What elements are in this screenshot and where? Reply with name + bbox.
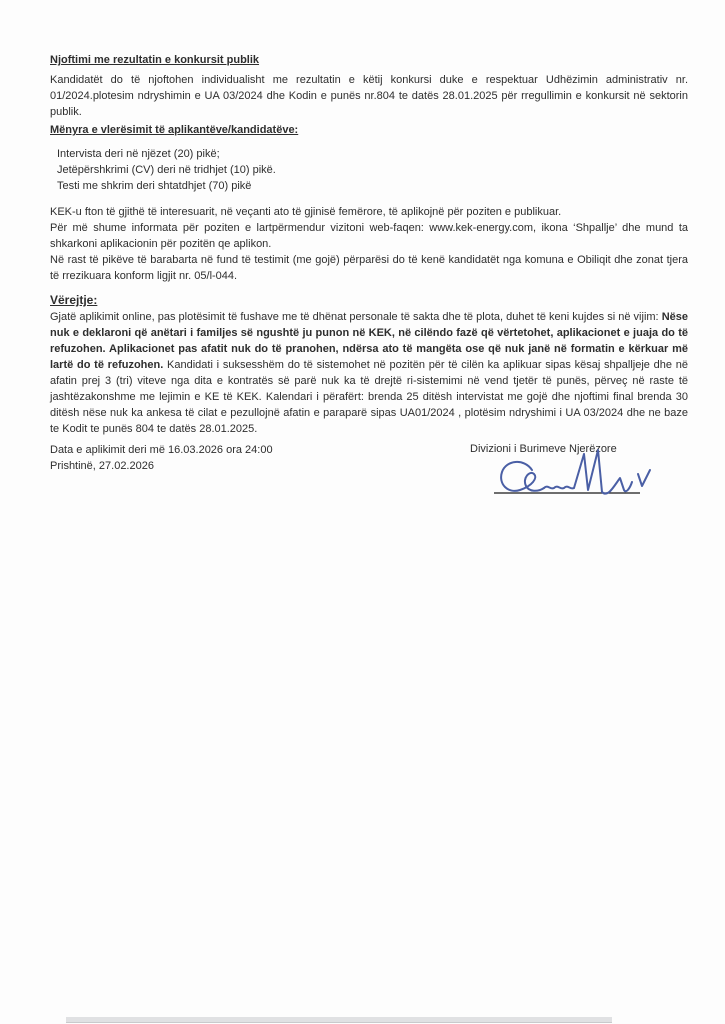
remark-intro: Gjatë aplikimit online, pas plotësimit të fushave me të dhënat personale të sakta dhe të plota, duhet të keni kujdes si në vijim: (50, 311, 662, 323)
notice-paragraph: Kandidatët do të njoftohen individualisht me rezultatin e këtij konkursi duke e respektuar Udhëzimin administrativ nr. 01/2024.plotesim ndryshimin e UA 03/2024 dhe Kodin e punës nr.804 te datës 28.01.2025 për rregullimin e konkursit në sektorin publik. (50, 74, 688, 118)
remark-rest: Kandidati i suksesshëm do të sistemohet në pozitën për të cilën ka aplikuar sipas kësaj shpalljeje dhe në afatin prej 3 (tri) viteve nga dita e kontratës së parë nuk ka të drejtë ri-sistemimi në vend tjetër të punës, përveç në raste të jashtëzakonshme me lejimin e KE të KEK. Kalendari i përafërt: brenda 25 ditësh intervistat me gojë dhe njoftimi final brenda 30 ditësh nëse nuk ka ankesa të cilat e pezullojnë afatin e paraparë sipas UA01/2024 , plotësim ndryshimi i UA 03/2024 dhe ne baze te Kodit te punës 804 te datës 28.01.2025. (50, 359, 688, 435)
application-deadline: Data e aplikimit deri më 16.03.2026 ora 24:00 (50, 444, 273, 456)
info-section (50, 204, 688, 284)
evaluation-item-interview: Intervista deri në njëzet (20) pikë; (57, 148, 220, 160)
signature-block (470, 442, 680, 506)
scan-artifact-bar (66, 1017, 612, 1023)
evaluation-item-cv: Jetëpërshkrimi (CV) deri në tridhjet (10) pikë. (57, 164, 276, 176)
remark-bold-warning: Nëse nuk e deklaroni që anëtari i familjes së ngushtë ju punon në KEK, në cilëndo fazë që vërtetohet, aplikacionet e juaja do të refuzohen. Aplikacionet pas afatit nuk do të pranohen, ndërsa ato të mangëta ose që nuk janë në formatin e kërkuar më lartë do të refuzohen. (50, 311, 688, 371)
evaluation-heading: Mënyra e vlerësimit të aplikantëve/kandidatëve: (50, 124, 299, 136)
remark-heading: Vërejtje: (50, 293, 98, 307)
notice-heading: Njoftimi me rezultatin e konkursit publik (50, 54, 260, 66)
evaluation-list (50, 146, 688, 194)
footer (50, 442, 688, 506)
info-line-website: Për më shume informata për poziten e lartpërmendur vizitoni web-faqen: www.kek-energy.com, ikona ‘Shpallje’ dhe mund ta shkarkoni aplikacionin për pozitën qe aplikon. (50, 222, 688, 250)
signature (488, 448, 658, 506)
signature-ink (501, 450, 650, 494)
footer-dates (50, 442, 273, 474)
info-line-tie-break: Në rast të pikëve të barabarta në fund të testimit (me gojë) përparësi do të kenë kandidatët nga komuna e Obiliqit dhe zonat tjera të rrezikuara konform ligjit nr. 05/l-044. (50, 254, 688, 282)
place-and-date: Prishtinë, 27.02.2026 (50, 460, 154, 472)
remark-paragraph (50, 309, 688, 437)
evaluation-item-written-test: Testi me shkrim deri shtatdhjet (70) pikë (57, 180, 252, 192)
signature-scrawl (488, 448, 658, 506)
division-label: Divizioni i Burimeve Njerëzore (470, 443, 617, 455)
document-content (50, 52, 688, 506)
info-line-invitation: KEK-u fton të gjithë të interesuarit, në veçanti ato të gjinisë femërore, të aplikojnë për poziten e publikuar. (50, 206, 562, 218)
